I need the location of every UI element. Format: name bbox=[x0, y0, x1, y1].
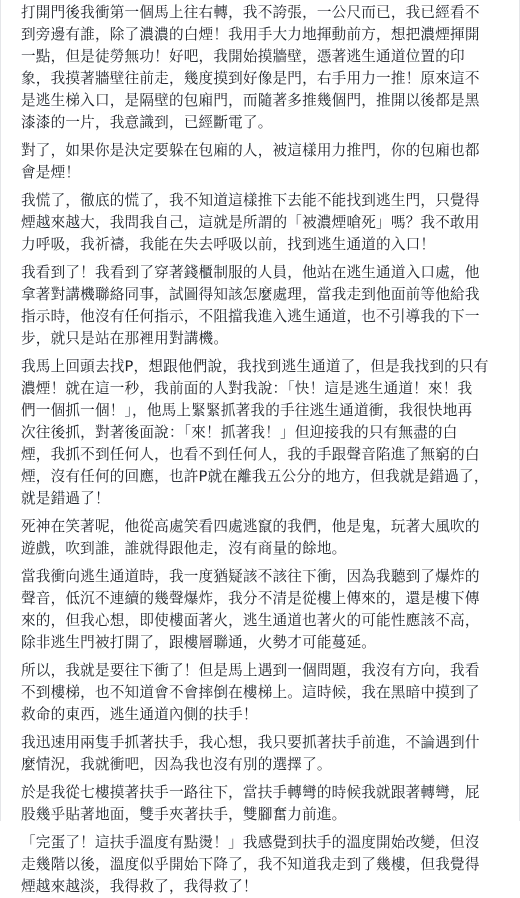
post-paragraph-9: 我迅速用兩隻手抓著扶手，我心想，我只要抓著扶手前進，不論遇到什 麼情況，我就衝吧，因為我也沒有別的選擇了。 bbox=[21, 734, 480, 773]
post-paragraph-5: 我馬上回頭去找P，想跟他們說，我找到逃生通道了，但是我找到的只有 濃煙！就在這一秒，我前面的人對我說：「快！這是逃生通道！來！我 們一個抓一個！」，他馬上緊緊抓著我的手往逃生通道衝，我很快地再 次往後抓，對著後面說：「來！抓著我！」但迎接我的只有無盡的白 煙，我抓不到任何人，也看不到任何人，我的手跟聲音陷進了無窮的白 煙，沒有任何的回應，也許P就在離我五公分的地方，但我就是錯過了， 就是錯過了！ bbox=[21, 358, 489, 507]
post-paragraph-7: 當我衝向逃生通道時，我一度猶疑該不該往下衝，因為我聽到了爆炸的 聲音，低沉不連續的幾聲爆炸，我分不清是從樓上傳來的，還是樓下傳 來的，但我心想，即使樓面著火，逃生通道也著火的可能性應該不高， 除非逃生門被打開了，跟樓層聯通，火勢才可能蔓延。 bbox=[21, 568, 480, 651]
post-paragraph-2: 對了，如果你是決定要躲在包廂的人，被這樣用力推門，你的包廂也都 會是煙！ bbox=[21, 142, 480, 181]
post-paragraph-3: 我慌了，徹底的慌了，我不知道這樣推下去能不能找到逃生門，只覺得 煙越來越大，我問我自己，這就是所謂的「被濃煙嗆死」嗎？我不敢用 力呼吸，我祈禱，我能在失去呼吸以前，找到逃生通道的入口！ bbox=[21, 192, 480, 253]
post-paragraph-1: 打開門後我衝第一個馬上往右轉，我不誇張，一公尺而已，我已經看不 到旁邊有誰，除了濃濃的白煙！我用手大力地揮動前方，想把濃煙揮開 一點，但是徒勞無功！好吧，我開始摸牆壁，憑著逃生通道位置的印 象，我摸著牆壁往前走，幾度摸到好像是門，右手用力一推！原來這不 是逃生梯入口，是隔壁的包廂門，而隨著多推幾個門，推開以後都是黑 漆漆的一片，我意識到，已經斷電了。 bbox=[21, 4, 480, 131]
post-paragraph-11: 「完蛋了！這扶手溫度有點燙！」我感覺到扶手的溫度開始改變，但沒 走幾階以後，溫度似乎開始下降了，我不知道我走到了幾樓，但我覺得 煙越來越淡，我得救了，我得救了！ bbox=[21, 834, 480, 895]
post-paragraph-10: 於是我從七樓摸著扶手一路往下，當扶手轉彎的時候我就跟著轉彎，屁 股幾乎貼著地面，雙手夾著扶手，雙腳奮力前進。 bbox=[21, 784, 480, 823]
post-paragraph-6: 死神在笑著呢，他從高處笑看四處逃竄的我們，他是鬼，玩著大風吹的 遊戲，吹到誰，誰就得跟他走，沒有商量的餘地。 bbox=[21, 518, 480, 557]
post-paragraph-8: 所以，我就是要往下衝了！但是馬上遇到一個問題，我沒有方向，我看 不到樓梯，也不知道會不會摔倒在樓梯上。這時候，我在黑暗中摸到了 救命的東西，逃生通道內側的扶手！ bbox=[21, 662, 480, 723]
post-paragraph-4: 我看到了！我看到了穿著錢櫃制服的人員，他站在逃生通道入口處，他 拿著對講機聯絡同事，試圖得知該怎麼處理，當我走到他面前等他給我 指示時，他沒有任何指示，不阻擋我進入逃生通道，也不引導我的下一 步，就只是站在那裡用對講機。 bbox=[21, 264, 480, 347]
